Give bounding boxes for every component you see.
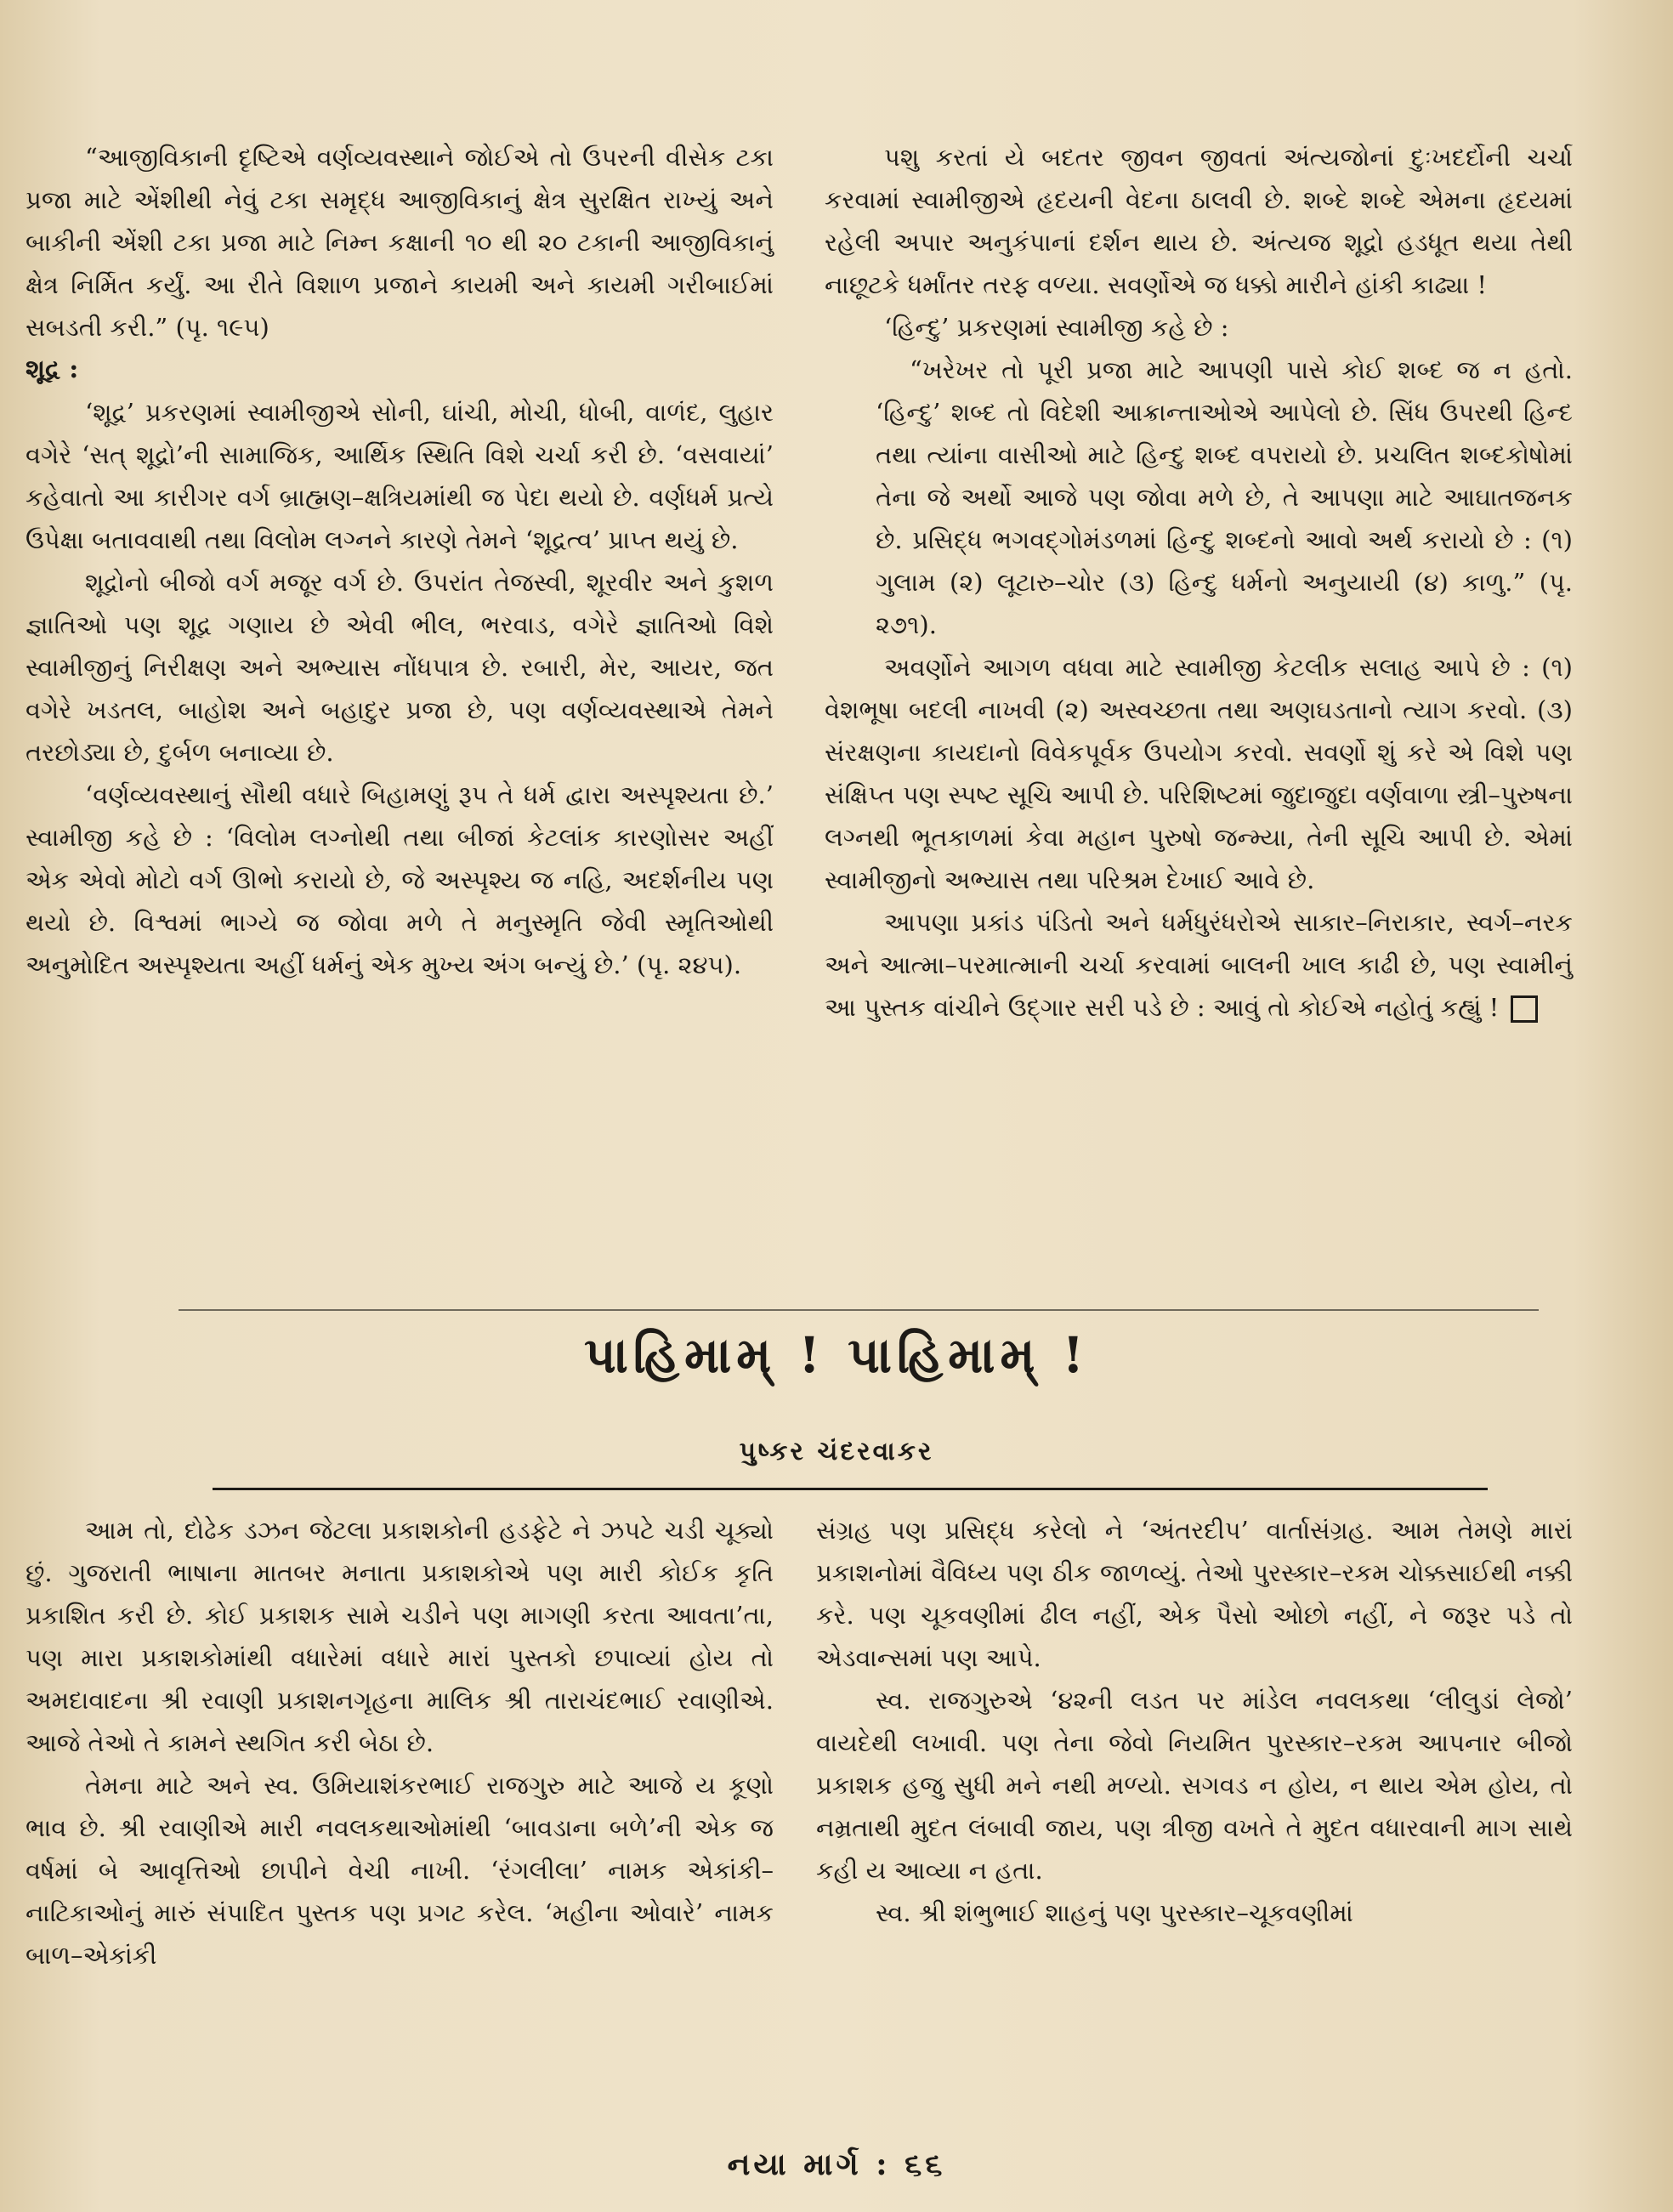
block-quote: “ખરેખર તો પૂરી પ્રજા માટે આપણી પાસે કોઈ શબ્દ જ ન હતો. ‘હિન્દુ’ શબ્દ તો વિદેશી આક્રાન્તાઓએ આપેલો છે. સિંધ ઉપરથી હિન્દ તથા ત્યાંના વાસીઓ માટે હિન્દુ શબ્દ વપરાયો છે. પ્રચલિત શબ્દકોષોમાં તેના જે અર્થો આજે પણ જોવા મળે છે, તે આપણા માટે આઘાતજનક છે. પ્રસિદ્ધ ભગવદ્ગોમંડળમાં હિન્દુ શબ્દનો આવો અર્થ કરાયો છે : (૧) ગુલામ (૨) લૂટારુ–ચોર (૩) હિન્દુ ધર્મનો અનુયાયી (૪) કાળુ.” (પૃ. ૨૭૧).: [876, 355, 1573, 639]
paragraph: ‘હિન્દુ’ પ્રકરણમાં સ્વામીજી કહે છે :: [884, 313, 1229, 342]
closing-paragraph: [825, 901, 1573, 1029]
quote-paragraph: “આજીવિકાની દૃષ્ટિએ વર્ણવ્યવસ્થાને જોઈએ તો ઉપરની વીસેક ટકા પ્રજા માટે એંશીથી નેવું ટકા સમૃદ્ધ આજીવિકાનું ક્ષેત્ર સુરક્ષિત રાખ્યું અને બાકીની એંશી ટકા પ્રજા માટે નિમ્ન કક્ષાની ૧૦ થી ૨૦ ટકાની આજીવિકાનું ક્ષેત્ર નિર્મિત કર્યું. આ રીતે વિશાળ પ્રજાને કાયમી અને કાયમી ગરીબાઈમાં સબડતી કરી.” (પૃ. ૧૯૫): [26, 143, 774, 342]
article-title: પાહિમામ્ ! પાહિમામ્ !: [583, 1326, 1090, 1384]
section-heading-shudra: શૂદ્ર :: [26, 354, 79, 384]
end-mark-icon: [1511, 995, 1538, 1023]
author-rule: [213, 1488, 1488, 1490]
paragraph: સ્વ. શ્રી શંભુભાઈ શાહનું પણ પુરસ્કાર–ચૂકવણીમાં: [876, 1898, 1353, 1927]
author-name: પુષ્કર ચંદરવાકર: [739, 1437, 934, 1466]
paragraph: સ્વ. રાજગુરુએ ‘૪૨ની લડત પર માંડેલ નવલકથા ‘લીલુડાં લેજો’ વાયદેથી લખાવી. પણ તેના જેવો નિયમિત પુરસ્કાર–રકમ આપનાર બીજો પ્રકાશક હજુ સુધી મને નથી મળ્યો. સગવડ ન હોય, ન થાય એમ હોય, તો નમ્રતાથી મુદત લંબાવી જાય, પણ ત્રીજી વખતે તે મુદત વધારવાની માગ સાથે કહી ય આવ્યા ન હતા.: [816, 1686, 1573, 1885]
paragraph: શૂદ્રોનો બીજો વર્ગ મજૂર વર્ગ છે. ઉપરાંત તેજસ્વી, શૂરવીર અને કુશળ જ્ઞાતિઓ પણ શૂદ્ર ગણાય છે એવી ભીલ, ભરવાડ, વગેરે જ્ઞાતિઓ વિશે સ્વામીજીનું નિરીક્ષણ અને અભ્યાસ નોંધપાત્ર છે. રબારી, મેર, આયર, જત વગેરે ખડતલ, બાહોશ અને બહાદુર પ્રજા છે, પણ વર્ણવ્યવસ્થાએ તેમને તરછોડ્યા છે, દુર્બળ બનાવ્યા છે.: [26, 568, 774, 767]
section-divider: [179, 1309, 1539, 1311]
bottom-left-column: [26, 1509, 774, 1977]
closing-text: આપણા પ્રકાંડ પંડિતો અને ધર્મધુરંધરોએ સાકાર–નિરાકાર, સ્વર્ગ–નરક અને આત્મા–પરમાત્માની ચર્ચા કરવામાં બાલની ખાલ કાઢી છે, પણ સ્વામીનું આ પુસ્તક વાંચીને ઉદ્ગાર સરી પડે છે : આવું તો કોઈએ નહોતું કહ્યું !: [825, 908, 1573, 1022]
paragraph: ‘શૂદ્ર’ પ્રકરણમાં સ્વામીજીએ સોની, ઘાંચી, મોચી, ધોબી, વાળંદ, લુહાર વગેરે ‘સત્ શૂદ્રો’ની સામાજિક, આર્થિક સ્થિતિ વિશે ચર્ચા કરી છે. ‘વસવાયાં’ કહેવાતો આ કારીગર વર્ગ બ્રાહ્મણ–ક્ષત્રિયમાંથી જ પેદા થયો છે. વર્ણધર્મ પ્રત્યે ઉપેક્ષા બતાવવાથી તથા વિલોમ લગ્નને કારણે તેમને ‘શૂદ્રત્વ’ પ્રાપ્ત થયું છે.: [26, 398, 774, 554]
paragraph: અવર્ણોને આગળ વધવા માટે સ્વામીજી કેટલીક સલાહ આપે છે : (૧) વેશભૂષા બદલી નાખવી (૨) અસ્વચ્છતા તથા અણઘડતાનો ત્યાગ કરવો. (૩) સંરક્ષણના કાયદાનો વિવેકપૂર્વક ઉપયોગ કરવો. સવર્ણો શું કરે એ વિશે પણ સંક્ષિપ્ત પણ સ્પષ્ટ સૂચિ આપી છે. પરિશિષ્ટમાં જુદાજુદા વર્ણવાળા સ્ત્રી–પુરુષના લગ્નથી ભૂતકાળમાં કેવા મહાન પુરુષો જન્મ્યા, તેની સૂચિ આપી છે. એમાં સ્વામીજીનો અભ્યાસ તથા પરિશ્રમ દેખાઈ આવે છે.: [825, 653, 1573, 894]
top-left-column: [26, 136, 774, 986]
paragraph: પશુ કરતાં યે બદતર જીવન જીવતાં અંત્યજોનાં દુઃખદર્દોની ચર્ચા કરવામાં સ્વામીજીએ હૃદયની વેદના ઠાલવી છે. શબ્દે શબ્દે એમના હૃદયમાં રહેલી અપાર અનુકંપાનાં દર્શન થાય છે. અંત્યજ શૂદ્રો હડધૂત થયા તેથી નાછૂટકે ધર્માંતર તરફ વળ્યા. સવર્ણોએ જ ધક્કો મારીને હાંકી કાઢ્યા !: [825, 143, 1573, 299]
bottom-right-column: [816, 1509, 1573, 1934]
page-footer: નયા માર્ગ : ૬૬: [727, 2147, 946, 2182]
paragraph: આમ તો, દોઢેક ડઝન જેટલા પ્રકાશકોની હડફેટે ને ઝપટે ચડી ચૂક્યો છું. ગુજરાતી ભાષાના માતબર મનાતા પ્રકાશકોએ પણ મારી કોઈક કૃતિ પ્રકાશિત કરી છે. કોઈ પ્રકાશક સામે ચડીને પણ માગણી કરતા આવતા’તા, પણ મારા પ્રકાશકોમાંથી વધારેમાં વધારે મારાં પુસ્તકો છપાવ્યાં હોય તો અમદાવાદના શ્રી રવાણી પ્રકાશનગૃહના માલિક શ્રી તારાચંદભાઈ રવાણીએ. આજે તેઓ તે કામને સ્થગિત કરી બેઠા છે.: [26, 1516, 774, 1757]
paragraph: ‘વર્ણવ્યવસ્થાનું સૌથી વધારે બિહામણું રૂપ તે ધર્મ દ્વારા અસ્પૃશ્યતા છે.’ સ્વામીજી કહે છે : ‘વિલોમ લગ્નોથી તથા બીજાં કેટલાંક કારણોસર અહીં એક એવો મોટો વર્ગ ઊભો કરાયો છે, જે અસ્પૃશ્ય જ નહિ, અદર્શનીય પણ થયો છે. વિશ્વમાં ભાગ્યે જ જોવા મળે તે મનુસ્મૃતિ જેવી સ્મૃતિઓથી અનુમોદિત અસ્પૃશ્યતા અહીં ધર્મનું એક મુખ્ય અંગ બન્યું છે.’ (પૃ. ૨૪૫).: [26, 780, 774, 979]
paragraph: તેમના માટે અને સ્વ. ઉમિયાશંકરભાઈ રાજગુરુ માટે આજે ય કૂણો ભાવ છે. શ્રી રવાણીએ મારી નવલકથાઓમાંથી ‘બાવડાના બળે’ની એક જ વર્ષમાં બે આવૃત્તિઓ છાપીને વેચી નાખી. ‘રંગલીલા’ નામક એકાંકી–નાટિકાઓનું મારું સંપાદિત પુસ્તક પણ પ્રગટ કરેલ. ‘મહીના ઓવારે’ નામક બાળ–એકાંકી: [26, 1771, 774, 1970]
paragraph: સંગ્રહ પણ પ્રસિદ્ધ કરેલો ને ‘અંતરદીપ’ વાર્તાસંગ્રહ. આમ તેમણે મારાં પ્રકાશનોમાં વૈવિધ્ય પણ ઠીક જાળવ્યું. તેઓ પુરસ્કાર–રકમ ચોક્કસાઈથી નક્કી કરે. પણ ચૂકવણીમાં ઢીલ નહીં, એક પૈસો ઓછો નહીં, ને જરૂર પડે તો એડવાન્સમાં પણ આપે.: [816, 1516, 1573, 1672]
top-right-column: [825, 136, 1573, 1029]
